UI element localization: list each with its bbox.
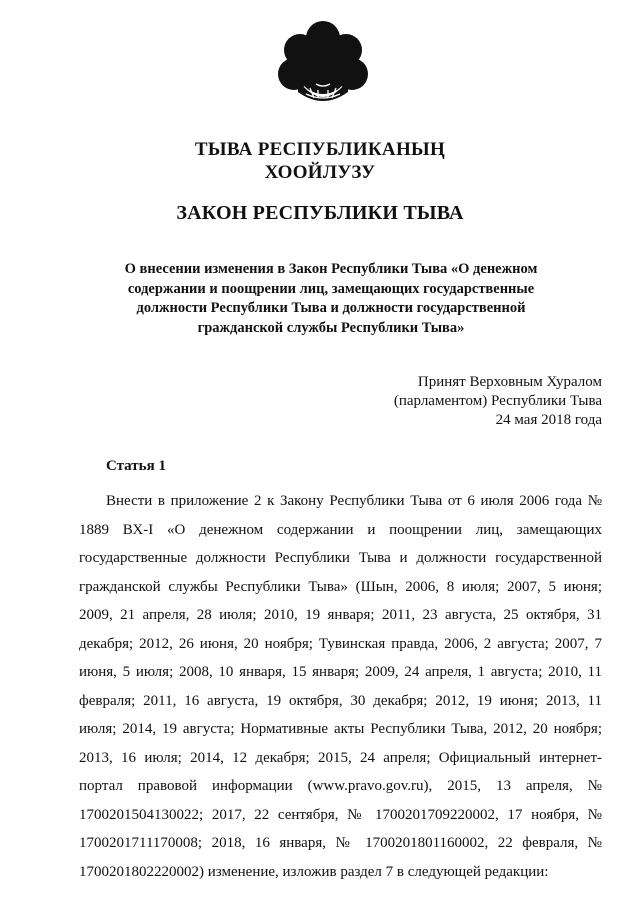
law-title: ЗАКОН РЕСПУБЛИКИ ТЫВА <box>176 202 464 224</box>
adoption-date: 24 мая 2018 года <box>495 412 602 428</box>
body-line: государственные должности Республики Тыва и должности государственной <box>79 550 602 566</box>
body-line: Внести в приложение 2 к Закону Республики Тыва от 6 июля 2006 года № <box>106 493 602 509</box>
subject-line: О внесении изменения в Закон Республики Тыва «О денежном <box>124 261 538 277</box>
body-line: 1700201711170008; 2018, 16 января, № 1700201801160002, 22 февраля, № <box>79 835 602 851</box>
body-line: портал правовой информации (www.pravo.gov.ru), 2015, 13 апреля, № <box>79 778 602 794</box>
body-line: гражданской службы Республики Тыва» (Шын, 2006, 8 июля; 2007, 5 июня; <box>79 578 602 595</box>
body-line: 2009, 21 апреля, 28 июля; 2010, 19 января; 2011, 23 августа, 25 октября, 31 <box>79 607 602 623</box>
header-title-tuvan-line1: ТЫВА РЕСПУБЛИКАНЫҢ <box>194 139 446 160</box>
article-body <box>79 487 602 886</box>
subject-line: содержании и поощрении лиц, замещающих государственные <box>127 280 535 297</box>
header-title-tuvan-line2: ХООЙЛУЗУ <box>264 162 376 183</box>
body-line: июня, 5 июля; 2008, 10 января, 15 января; 2009, 24 апреля, 1 августа; 2010, 11 <box>79 664 602 680</box>
body-line: июля; 2014, 19 августа; Нормативные акты Республики Тыва, 2012, 20 ноября; <box>79 721 602 737</box>
body-line: февраля; 2011, 16 августа, 19 октября, 30 декабря; 2012, 19 июня; 2013, 11 <box>79 692 602 709</box>
subject-line: гражданской службы Республики Тыва» <box>197 319 465 336</box>
adoption-note <box>394 373 602 430</box>
subject-line: должности Республики Тыва и должности государственной <box>136 300 526 316</box>
tuva-emblem-icon <box>276 18 370 110</box>
law-subject <box>100 260 562 338</box>
body-line: 2013, 16 июля; 2014, 12 декабря; 2015, 24 апреля; Официальный интернет- <box>79 749 602 766</box>
adoption-line: Принят Верховным Хуралом <box>417 374 602 390</box>
adoption-line: (парламентом) Республики Тыва <box>393 393 602 409</box>
body-line: 1700201802220002) изменение, изложив раздел 7 в следующей редакции: <box>79 863 549 880</box>
body-line: 1700201504130022; 2017, 22 сентября, № 1700201709220002, 17 ноября, № <box>79 806 602 823</box>
body-line: декабря; 2012, 26 июня, 20 ноября; Тувинская правда, 2006, 2 августа; 2007, 7 <box>79 635 602 652</box>
body-line: 1889 ВХ-I «О денежном содержании и поощрении лиц, замещающих <box>79 521 602 538</box>
article-title: Статья 1 <box>106 458 166 474</box>
